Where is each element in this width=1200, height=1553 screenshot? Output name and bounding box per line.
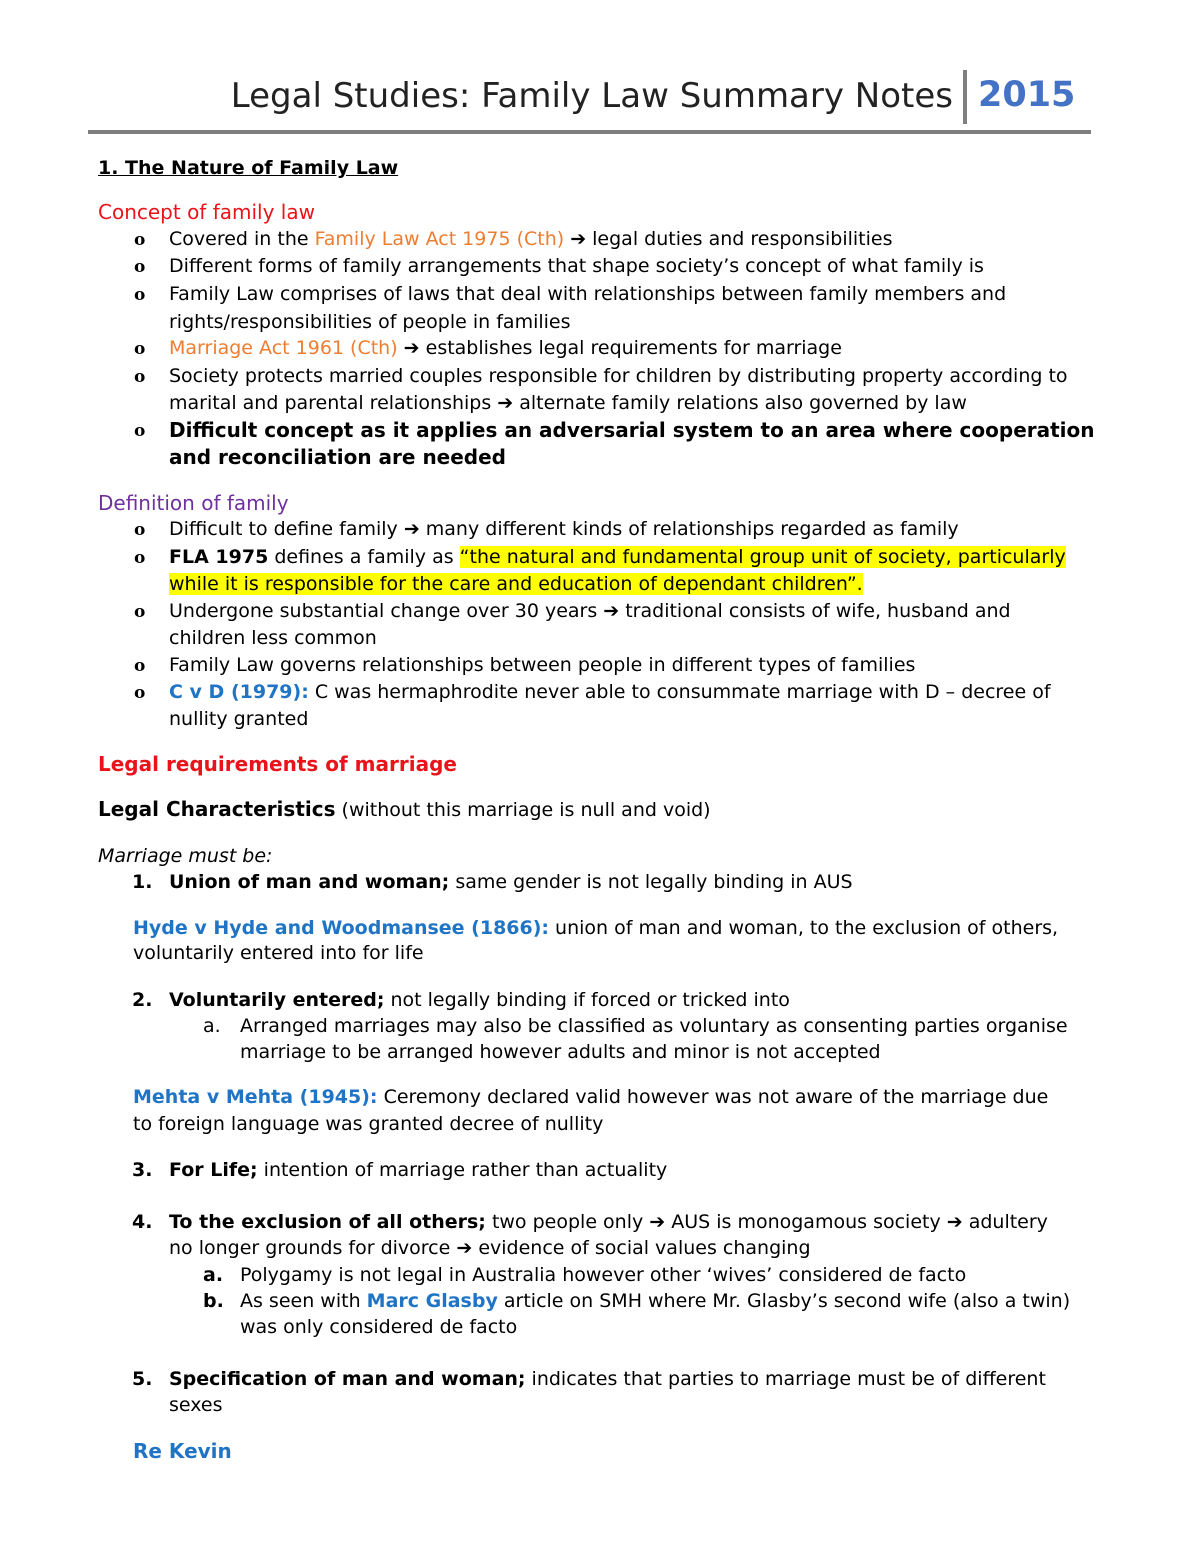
mehta-case-line1: Mehta v Mehta (1945): Ceremony declared valid however was not aware of the marriage due bbox=[133, 1086, 1049, 1108]
bullet-marker: o bbox=[134, 257, 146, 277]
concept-bullet-2: Different forms of family arrangements that shape society’s concept of what family is bbox=[169, 255, 984, 277]
bullet-marker: o bbox=[134, 230, 146, 250]
family-law-act-link: Family Law Act 1975 (Cth) bbox=[314, 228, 565, 250]
legal-characteristics: Legal Characteristics (without this marriage is null and void) bbox=[98, 797, 711, 821]
highlighted-quote: while it is responsible for the care and education of dependant children”. bbox=[169, 573, 863, 595]
marriage-act-link: Marriage Act 1961 (Cth) bbox=[169, 337, 398, 359]
marc-glasby-reference: Marc Glasby bbox=[366, 1290, 498, 1312]
requirement-item-1: Union of man and woman; same gender is not legally binding in AUS bbox=[169, 871, 853, 893]
concept-bullet-1: Covered in the Family Law Act 1975 (Cth) ➔ legal duties and responsibilities bbox=[169, 228, 893, 250]
concept-bullet-5-line2: marital and parental relationships ➔ alternate family relations also governed by law bbox=[169, 392, 967, 414]
definition-bullet-5-line2: nullity granted bbox=[169, 708, 309, 730]
item-4b-line2: was only considered de facto bbox=[240, 1316, 518, 1338]
bullet-marker: o bbox=[134, 683, 146, 703]
case-c-v-d: C v D (1979): bbox=[169, 681, 309, 703]
hyde-case-line2: voluntarily entered into for life bbox=[133, 942, 424, 964]
item-2a-line1: Arranged marriages may also be classified as voluntary as consenting parties organise bbox=[240, 1015, 1068, 1037]
bullet-marker: o bbox=[134, 339, 146, 359]
requirement-item-4-line1: To the exclusion of all others; two people only ➔ AUS is monogamous society ➔ adultery bbox=[169, 1211, 1048, 1233]
list-number: 1. bbox=[132, 871, 153, 893]
bullet-marker: o bbox=[134, 602, 146, 622]
document-year: 2015 bbox=[978, 75, 1076, 115]
list-number: 3. bbox=[132, 1159, 153, 1181]
definition-bullet-4: Family Law governs relationships between people in different types of families bbox=[169, 654, 916, 676]
hyde-case-line1: Hyde v Hyde and Woodmansee (1866): union of man and woman, to the exclusion of others, bbox=[133, 917, 1059, 939]
bullet-marker: o bbox=[134, 367, 146, 387]
document-header bbox=[88, 74, 1091, 134]
requirements-heading: Legal requirements of marriage bbox=[98, 752, 457, 776]
concept-bullet-4: Marriage Act 1961 (Cth) ➔ establishes legal requirements for marriage bbox=[169, 337, 842, 359]
case-hyde-v-hyde: Hyde v Hyde and Woodmansee (1866): bbox=[133, 917, 550, 939]
list-number: 5. bbox=[132, 1368, 153, 1390]
bullet-marker: o bbox=[134, 421, 146, 441]
highlighted-quote: “the natural and fundamental group unit of society, particularly bbox=[459, 546, 1066, 568]
document-title: Legal Studies: Family Law Summary Notes bbox=[230, 76, 953, 116]
list-number: 2. bbox=[132, 989, 153, 1011]
sub-item-label: a. bbox=[203, 1264, 224, 1286]
list-number: 4. bbox=[132, 1211, 153, 1233]
bullet-marker: o bbox=[134, 520, 146, 540]
requirement-item-4-line2: no longer grounds for divorce ➔ evidence of social values changing bbox=[169, 1237, 811, 1259]
concept-bullet-3-line1: Family Law comprises of laws that deal with relationships between family members and bbox=[169, 283, 1007, 305]
sub-item-label: b. bbox=[203, 1290, 224, 1312]
concept-bullet-3-line2: rights/responsibilities of people in families bbox=[169, 311, 571, 333]
concept-bullet-6-line1: Difficult concept as it applies an adversarial system to an area where cooperation bbox=[169, 418, 1095, 442]
definition-bullet-5-line1: C v D (1979): C was hermaphrodite never able to consummate marriage with D – decree of bbox=[169, 681, 1051, 703]
item-4a: Polygamy is not legal in Australia however other ‘wives’ considered de facto bbox=[240, 1264, 967, 1286]
definition-bullet-3-line1: Undergone substantial change over 30 years ➔ traditional consists of wife, husband and bbox=[169, 600, 1011, 622]
requirement-item-2: Voluntarily entered; not legally binding if forced or tricked into bbox=[169, 989, 790, 1011]
case-mehta-v-mehta: Mehta v Mehta (1945): bbox=[133, 1086, 378, 1108]
item-4b-line1: As seen with Marc Glasby article on SMH where Mr. Glasby’s second wife (also a twin) bbox=[240, 1290, 1071, 1312]
bullet-marker: o bbox=[134, 548, 146, 568]
definition-bullet-1: Difficult to define family ➔ many different kinds of relationships regarded as family bbox=[169, 518, 959, 540]
requirement-item-5-line2: sexes bbox=[169, 1394, 223, 1416]
marriage-must-be: Marriage must be: bbox=[98, 845, 273, 867]
section-title: 1. The Nature of Family Law bbox=[98, 157, 399, 179]
definition-bullet-2-line1: FLA 1975 defines a family as “the natural and fundamental group unit of society, particularly bbox=[169, 546, 1066, 568]
concept-heading: Concept of family law bbox=[98, 200, 315, 224]
bullet-marker: o bbox=[134, 285, 146, 305]
concept-bullet-5-line1: Society protects married couples responsible for children by distributing property according to bbox=[169, 365, 1068, 387]
header-separator bbox=[963, 70, 967, 124]
definition-heading: Definition of family bbox=[98, 491, 289, 515]
item-2a-line2: marriage to be arranged however adults and minor is not accepted bbox=[240, 1041, 881, 1063]
bullet-marker: o bbox=[134, 656, 146, 676]
requirement-item-3: For Life; intention of marriage rather than actuality bbox=[169, 1159, 668, 1181]
sub-item-label: a. bbox=[203, 1015, 221, 1037]
mehta-case-line2: to foreign language was granted decree of nullity bbox=[133, 1113, 604, 1135]
requirement-item-5-line1: Specification of man and woman; indicates that parties to marriage must be of different bbox=[169, 1368, 1046, 1390]
case-re-kevin: Re Kevin bbox=[133, 1439, 232, 1463]
definition-bullet-2-line2 bbox=[169, 572, 863, 596]
concept-bullet-6-line2: and reconciliation are needed bbox=[169, 445, 507, 469]
definition-bullet-3-line2: children less common bbox=[169, 627, 377, 649]
